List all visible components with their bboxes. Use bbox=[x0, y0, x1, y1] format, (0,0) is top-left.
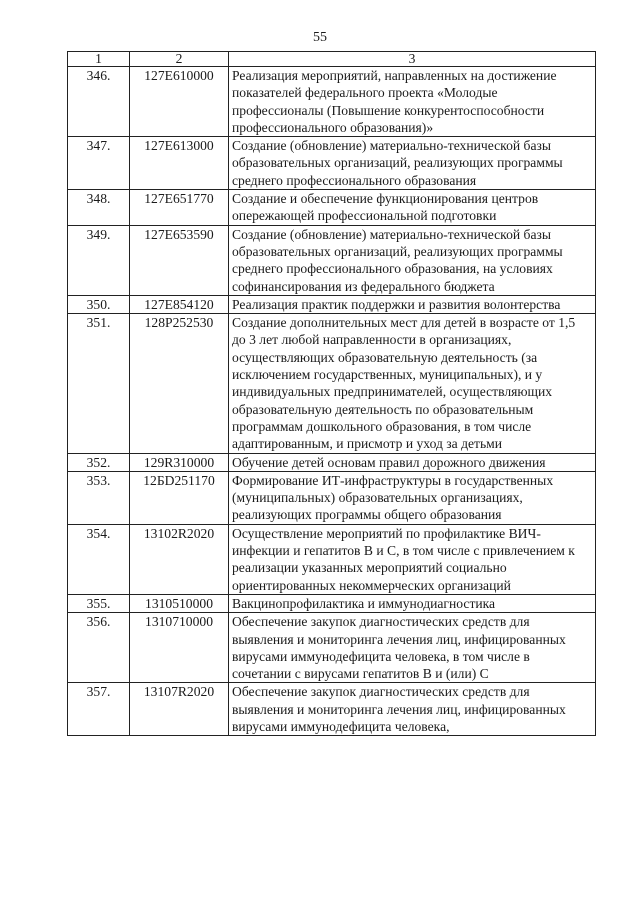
table-row bbox=[68, 295, 596, 313]
table-row bbox=[68, 594, 596, 612]
table-row bbox=[68, 471, 596, 524]
row-description: Обеспечение закупок диагностических средств для выявления и мониторинга лечения лиц, инфицированных вирусами иммунодефицита человека, bbox=[229, 683, 596, 736]
row-code: 1310510000 bbox=[130, 594, 229, 612]
table-row bbox=[68, 137, 596, 190]
table-row bbox=[68, 453, 596, 471]
row-description: Вакцинопрофилактика и иммунодиагностика bbox=[229, 594, 596, 612]
row-description: Осуществление мероприятий по профилактике ВИЧ-инфекции и гепатитов В и С, в том числе с привлечением к реализации указанных мероприятий социально ориентированных некоммерческих организаций bbox=[229, 524, 596, 594]
table-row bbox=[68, 67, 596, 137]
row-code: 127E610000 bbox=[130, 67, 229, 137]
row-description: Создание и обеспечение функционирования центров опережающей профессиональной подготовки bbox=[229, 190, 596, 226]
row-number: 352. bbox=[68, 453, 130, 471]
row-number: 349. bbox=[68, 225, 130, 295]
row-code: 127E651770 bbox=[130, 190, 229, 226]
row-description: Формирование ИТ-инфраструктуры в государственных (муниципальных) образовательных организациях, реализующих программы общего образования bbox=[229, 471, 596, 524]
row-description: Обучение детей основам правил дорожного движения bbox=[229, 453, 596, 471]
table-row bbox=[68, 613, 596, 683]
row-code: 13107R2020 bbox=[130, 683, 229, 736]
row-description: Обеспечение закупок диагностических средств для выявления и мониторинга лечения лиц, инфицированных вирусами иммунодефицита человека, в том числе в сочетании с вирусами гепатитов В и (или) С bbox=[229, 613, 596, 683]
row-number: 355. bbox=[68, 594, 130, 612]
row-number: 351. bbox=[68, 314, 130, 453]
row-code: 128P252530 bbox=[130, 314, 229, 453]
row-number: 357. bbox=[68, 683, 130, 736]
row-description: Реализация мероприятий, направленных на достижение показателей федерального проекта «Молодые профессионалы (Повышение конкурентоспособности профессионального образования)» bbox=[229, 67, 596, 137]
page-number: 55 bbox=[313, 30, 327, 45]
table-row bbox=[68, 225, 596, 295]
row-description: Создание дополнительных мест для детей в возрасте от 1,5 до 3 лет любой направленности в организациях, осуществляющих образовательную деятельность (за исключением государственных, муниципальных), и у индивидуальных предпринимателей, осуществляющих образовательную деятельность по образовательным программам дошкольного образования, в том числе адаптированным, и присмотр и уход за детьми bbox=[229, 314, 596, 453]
row-code: 127E854120 bbox=[130, 295, 229, 313]
row-number: 356. bbox=[68, 613, 130, 683]
row-code: 13102R2020 bbox=[130, 524, 229, 594]
table-row bbox=[68, 683, 596, 736]
column-header-2: 2 bbox=[130, 52, 229, 67]
table-header-row bbox=[68, 52, 596, 67]
row-description: Реализация практик поддержки и развития волонтерства bbox=[229, 295, 596, 313]
table-row bbox=[68, 524, 596, 594]
row-number: 346. bbox=[68, 67, 130, 137]
row-description: Создание (обновление) материально-технической базы образовательных организаций, реализующих программы среднего профессионального образования bbox=[229, 137, 596, 190]
budget-codes-table bbox=[67, 51, 596, 736]
column-header-1: 1 bbox=[68, 52, 130, 67]
row-code: 127E613000 bbox=[130, 137, 229, 190]
row-number: 350. bbox=[68, 295, 130, 313]
row-number: 354. bbox=[68, 524, 130, 594]
row-code: 1310710000 bbox=[130, 613, 229, 683]
table-row bbox=[68, 190, 596, 226]
row-number: 348. bbox=[68, 190, 130, 226]
column-header-3: 3 bbox=[229, 52, 596, 67]
row-code: 12БD251170 bbox=[130, 471, 229, 524]
table-row bbox=[68, 314, 596, 453]
row-description: Создание (обновление) материально-технической базы образовательных организаций, реализующих программы среднего профессионального образования, на условиях софинансирования из федерального бюджета bbox=[229, 225, 596, 295]
row-code: 129R310000 bbox=[130, 453, 229, 471]
row-number: 353. bbox=[68, 471, 130, 524]
row-number: 347. bbox=[68, 137, 130, 190]
row-code: 127E653590 bbox=[130, 225, 229, 295]
